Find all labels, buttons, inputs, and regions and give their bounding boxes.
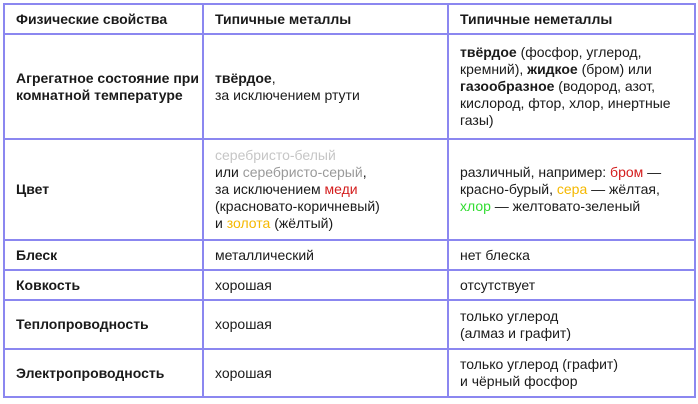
- table-row: [4, 270, 695, 300]
- nonmetals-cell: отсутствует: [448, 270, 695, 300]
- text: (красновато-коричневый): [215, 198, 380, 214]
- text: — желтовато-зеленый: [490, 198, 641, 214]
- colored-text: серебристо-серый: [242, 164, 363, 180]
- text: — красно-бурый,: [460, 164, 662, 197]
- nonmetals-cell: [448, 139, 695, 240]
- metals-cell: [203, 139, 448, 240]
- header-nonmetals: Типичные неметаллы: [448, 4, 695, 34]
- text: (водород, азот, кислород, фтор, хлор, инертные газы): [460, 78, 671, 128]
- metals-cell: [203, 34, 448, 139]
- colored-text: сера: [556, 181, 588, 197]
- text: (бром) или: [577, 61, 652, 77]
- header-row: [4, 4, 695, 34]
- text: только углерод (графит): [460, 356, 618, 372]
- colored-text: хлор: [460, 198, 491, 214]
- text: различный, например:: [460, 164, 611, 180]
- text: ,: [362, 164, 367, 180]
- nonmetals-cell: нет блеска: [448, 240, 695, 270]
- text: за исключением: [215, 181, 325, 197]
- colored-text: бром: [610, 164, 644, 180]
- property-cell: Теплопроводность: [4, 300, 203, 349]
- property-cell: Агрегатное состояние при комнатной температуре: [4, 34, 203, 139]
- text: (алмаз и графит): [460, 324, 571, 341]
- table-row: [4, 240, 695, 270]
- table-row: [4, 139, 695, 240]
- metals-cell: металлический: [203, 240, 448, 270]
- text: — жёлтая,: [587, 181, 660, 197]
- property-cell: Блеск: [4, 240, 203, 270]
- text: за исключением ртути: [215, 86, 360, 103]
- text: или: [215, 164, 243, 180]
- nonmetals-cell: [448, 349, 695, 397]
- text: (фосфор, углерод, кремний),: [460, 44, 642, 77]
- colored-text: золота: [226, 215, 271, 231]
- colored-text: меди: [324, 181, 358, 197]
- properties-table: [3, 3, 696, 398]
- nonmetals-cell: [448, 34, 695, 139]
- text: и: [215, 215, 227, 231]
- colored-text: серебристо-белый: [215, 147, 336, 163]
- text: и чёрный фосфор: [460, 373, 578, 389]
- table-row: [4, 349, 695, 397]
- property-cell: Электропроводность: [4, 349, 203, 397]
- bold-text: газообразное: [460, 78, 555, 94]
- nonmetals-cell: [448, 300, 695, 349]
- property-cell: Цвет: [4, 139, 203, 240]
- bold-text: жидкое: [527, 61, 578, 77]
- property-cell: Ковкость: [4, 270, 203, 300]
- metals-cell: хорошая: [203, 300, 448, 349]
- table-row: [4, 34, 695, 139]
- table-row: [4, 300, 695, 349]
- header-properties: Физические свойства: [4, 4, 203, 34]
- bold-text: твёрдое: [460, 44, 517, 60]
- metals-cell: хорошая: [203, 270, 448, 300]
- header-metals: Типичные металлы: [203, 4, 448, 34]
- text: только углерод: [460, 307, 559, 324]
- metals-cell: хорошая: [203, 349, 448, 397]
- bold-text: твёрдое: [215, 69, 272, 86]
- text: (жёлтый): [270, 215, 334, 231]
- text: ,: [271, 69, 276, 86]
